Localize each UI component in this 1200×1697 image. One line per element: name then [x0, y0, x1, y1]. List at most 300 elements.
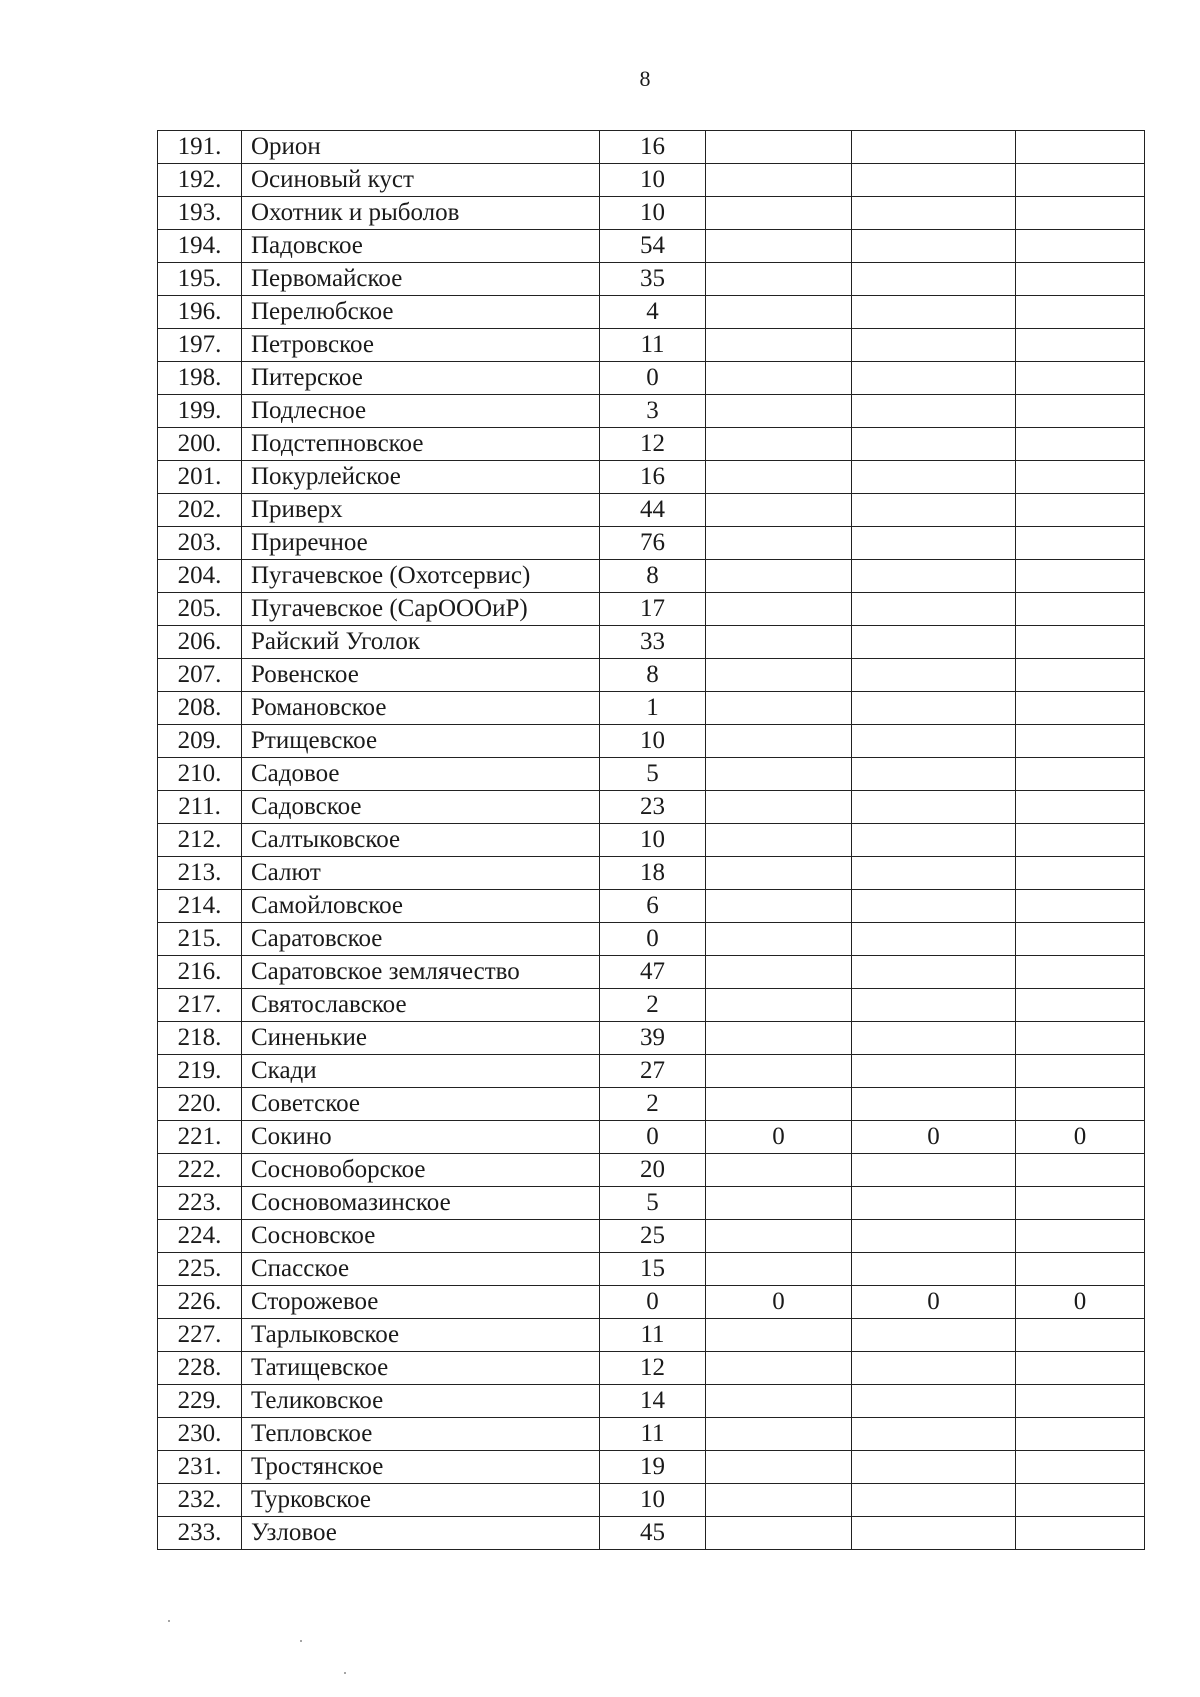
ground-name: Приречное: [242, 527, 600, 560]
extra-column-2: [852, 725, 1016, 758]
ground-name: Самойловское: [242, 890, 600, 923]
extra-column-1: [706, 428, 852, 461]
table-row: [158, 1022, 1145, 1055]
extra-column-3: [1016, 1055, 1145, 1088]
extra-column-3: [1016, 989, 1145, 1022]
row-number: 218.: [158, 1022, 242, 1055]
ground-name: Сосновское: [242, 1220, 600, 1253]
extra-column-2: [852, 758, 1016, 791]
ground-name: Первомайское: [242, 263, 600, 296]
ground-name: Сторожевое: [242, 1286, 600, 1319]
extra-column-3: [1016, 296, 1145, 329]
extra-column-3: [1016, 1220, 1145, 1253]
row-number: 195.: [158, 263, 242, 296]
count-value: 11: [600, 329, 706, 362]
extra-column-2: [852, 1055, 1016, 1088]
extra-column-3: [1016, 1319, 1145, 1352]
ground-name: Саратовское: [242, 923, 600, 956]
table-row: [158, 1385, 1145, 1418]
extra-column-1: [706, 659, 852, 692]
ground-name: Тростянское: [242, 1451, 600, 1484]
table-row: [158, 131, 1145, 164]
count-value: 10: [600, 1484, 706, 1517]
extra-column-3: [1016, 1418, 1145, 1451]
extra-column-2: [852, 1385, 1016, 1418]
ground-name: Садовое: [242, 758, 600, 791]
table-row: [158, 197, 1145, 230]
extra-column-2: [852, 923, 1016, 956]
extra-column-1: [706, 1319, 852, 1352]
table-row: [158, 1220, 1145, 1253]
extra-column-2: [852, 1352, 1016, 1385]
extra-column-1: [706, 395, 852, 428]
row-number: 215.: [158, 923, 242, 956]
count-value: 45: [600, 1517, 706, 1550]
ground-name: Ртищевское: [242, 725, 600, 758]
count-value: 25: [600, 1220, 706, 1253]
ground-name: Сосновоборское: [242, 1154, 600, 1187]
extra-column-1: 0: [706, 1121, 852, 1154]
count-value: 8: [600, 659, 706, 692]
extra-column-3: [1016, 725, 1145, 758]
row-number: 206.: [158, 626, 242, 659]
extra-column-3: 0: [1016, 1286, 1145, 1319]
extra-column-3: [1016, 593, 1145, 626]
ground-name: Скади: [242, 1055, 600, 1088]
extra-column-1: [706, 989, 852, 1022]
extra-column-3: [1016, 1451, 1145, 1484]
extra-column-3: [1016, 890, 1145, 923]
extra-column-1: [706, 296, 852, 329]
table-row: [158, 1286, 1145, 1319]
extra-column-2: [852, 263, 1016, 296]
ground-name: Осиновый куст: [242, 164, 600, 197]
extra-column-2: [852, 626, 1016, 659]
extra-column-1: [706, 263, 852, 296]
table-row: [158, 1253, 1145, 1286]
row-number: 233.: [158, 1517, 242, 1550]
table-row: [158, 329, 1145, 362]
extra-column-3: [1016, 692, 1145, 725]
count-value: 5: [600, 1187, 706, 1220]
row-number: 217.: [158, 989, 242, 1022]
table-row: [158, 692, 1145, 725]
count-value: 11: [600, 1418, 706, 1451]
extra-column-2: [852, 1253, 1016, 1286]
extra-column-1: [706, 560, 852, 593]
extra-column-3: [1016, 1352, 1145, 1385]
table-row: [158, 230, 1145, 263]
extra-column-1: 0: [706, 1286, 852, 1319]
extra-column-2: [852, 428, 1016, 461]
ground-name: Питерское: [242, 362, 600, 395]
count-value: 17: [600, 593, 706, 626]
count-value: 16: [600, 131, 706, 164]
extra-column-3: [1016, 1517, 1145, 1550]
row-number: 205.: [158, 593, 242, 626]
extra-column-1: [706, 1352, 852, 1385]
table-row: [158, 263, 1145, 296]
count-value: 35: [600, 263, 706, 296]
table-row: [158, 560, 1145, 593]
table-row: [158, 1451, 1145, 1484]
table-row: [158, 164, 1145, 197]
extra-column-3: [1016, 1253, 1145, 1286]
extra-column-1: [706, 362, 852, 395]
count-value: 2: [600, 1088, 706, 1121]
table-row: [158, 1088, 1145, 1121]
extra-column-1: [706, 329, 852, 362]
extra-column-3: [1016, 461, 1145, 494]
row-number: 214.: [158, 890, 242, 923]
extra-column-2: [852, 131, 1016, 164]
ground-name: Приверх: [242, 494, 600, 527]
count-value: 3: [600, 395, 706, 428]
extra-column-1: [706, 923, 852, 956]
extra-column-1: [706, 1253, 852, 1286]
ground-name: Охотник и рыболов: [242, 197, 600, 230]
count-value: 44: [600, 494, 706, 527]
count-value: 18: [600, 857, 706, 890]
extra-column-3: [1016, 164, 1145, 197]
extra-column-3: [1016, 1154, 1145, 1187]
table-row: [158, 494, 1145, 527]
extra-column-1: [706, 197, 852, 230]
row-number: 198.: [158, 362, 242, 395]
row-number: 224.: [158, 1220, 242, 1253]
count-value: 12: [600, 1352, 706, 1385]
extra-column-3: [1016, 494, 1145, 527]
extra-column-1: [706, 164, 852, 197]
extra-column-1: [706, 890, 852, 923]
row-number: 203.: [158, 527, 242, 560]
ground-name: Садовское: [242, 791, 600, 824]
extra-column-1: [706, 1187, 852, 1220]
table-row: [158, 626, 1145, 659]
row-number: 222.: [158, 1154, 242, 1187]
table-row: [158, 1484, 1145, 1517]
extra-column-1: [706, 956, 852, 989]
extra-column-1: [706, 131, 852, 164]
extra-column-2: [852, 1187, 1016, 1220]
table-row: [158, 659, 1145, 692]
extra-column-2: [852, 1319, 1016, 1352]
extra-column-3: [1016, 1484, 1145, 1517]
ground-name: Турковское: [242, 1484, 600, 1517]
extra-column-2: [852, 395, 1016, 428]
extra-column-2: [852, 824, 1016, 857]
row-number: 221.: [158, 1121, 242, 1154]
row-number: 204.: [158, 560, 242, 593]
extra-column-2: [852, 1088, 1016, 1121]
table-row: [158, 461, 1145, 494]
extra-column-3: [1016, 1187, 1145, 1220]
extra-column-2: 0: [852, 1121, 1016, 1154]
ground-name: Святославское: [242, 989, 600, 1022]
count-value: 12: [600, 428, 706, 461]
ground-name: Сокино: [242, 1121, 600, 1154]
count-value: 0: [600, 1286, 706, 1319]
count-value: 5: [600, 758, 706, 791]
extra-column-3: [1016, 824, 1145, 857]
ground-name: Сосновомазинское: [242, 1187, 600, 1220]
page-number: 8: [639, 66, 651, 91]
ground-name: Подстепновское: [242, 428, 600, 461]
extra-column-2: [852, 296, 1016, 329]
extra-column-1: [706, 791, 852, 824]
extra-column-2: [852, 956, 1016, 989]
row-number: 230.: [158, 1418, 242, 1451]
ground-name: Узловое: [242, 1517, 600, 1550]
row-number: 193.: [158, 197, 242, 230]
count-value: 33: [600, 626, 706, 659]
table-body: [158, 131, 1145, 1550]
count-value: 11: [600, 1319, 706, 1352]
ground-name: Салтыковское: [242, 824, 600, 857]
extra-column-1: [706, 1451, 852, 1484]
table-row: [158, 1055, 1145, 1088]
table-row: [158, 296, 1145, 329]
extra-column-1: [706, 692, 852, 725]
table-row: [158, 1352, 1145, 1385]
extra-column-2: [852, 857, 1016, 890]
extra-column-2: [852, 692, 1016, 725]
table-row: [158, 824, 1145, 857]
ground-name: Петровское: [242, 329, 600, 362]
count-value: 4: [600, 296, 706, 329]
row-number: 191.: [158, 131, 242, 164]
ground-name: Татищевское: [242, 1352, 600, 1385]
ground-name: Синенькие: [242, 1022, 600, 1055]
row-number: 210.: [158, 758, 242, 791]
table-row: [158, 1517, 1145, 1550]
extra-column-3: 0: [1016, 1121, 1145, 1154]
ground-name: Пугачевское (Охотсервис): [242, 560, 600, 593]
extra-column-2: [852, 593, 1016, 626]
extra-column-1: [706, 1220, 852, 1253]
extra-column-3: [1016, 230, 1145, 263]
extra-column-1: [706, 1022, 852, 1055]
extra-column-1: [706, 1418, 852, 1451]
extra-column-1: [706, 758, 852, 791]
row-number: 207.: [158, 659, 242, 692]
ground-name: Тарлыковское: [242, 1319, 600, 1352]
extra-column-1: [706, 1088, 852, 1121]
count-value: 8: [600, 560, 706, 593]
count-value: 1: [600, 692, 706, 725]
ground-name: Тепловское: [242, 1418, 600, 1451]
extra-column-2: [852, 659, 1016, 692]
count-value: 0: [600, 923, 706, 956]
row-number: 225.: [158, 1253, 242, 1286]
ground-name: Спасское: [242, 1253, 600, 1286]
extra-column-2: [852, 1220, 1016, 1253]
row-number: 192.: [158, 164, 242, 197]
row-number: 212.: [158, 824, 242, 857]
extra-column-3: [1016, 659, 1145, 692]
row-number: 196.: [158, 296, 242, 329]
extra-column-2: [852, 890, 1016, 923]
extra-column-1: [706, 1055, 852, 1088]
ground-name: Ровенское: [242, 659, 600, 692]
extra-column-2: [852, 527, 1016, 560]
extra-column-3: [1016, 560, 1145, 593]
extra-column-3: [1016, 527, 1145, 560]
ground-name: Салют: [242, 857, 600, 890]
extra-column-2: [852, 1154, 1016, 1187]
row-number: 228.: [158, 1352, 242, 1385]
count-value: 15: [600, 1253, 706, 1286]
table-row: [158, 1187, 1145, 1220]
count-value: 47: [600, 956, 706, 989]
row-number: 219.: [158, 1055, 242, 1088]
extra-column-3: [1016, 956, 1145, 989]
extra-column-2: [852, 560, 1016, 593]
row-number: 194.: [158, 230, 242, 263]
table-row: [158, 395, 1145, 428]
extra-column-2: [852, 230, 1016, 263]
table-row: [158, 956, 1145, 989]
count-value: 10: [600, 725, 706, 758]
extra-column-2: [852, 1022, 1016, 1055]
extra-column-1: [706, 857, 852, 890]
extra-column-1: [706, 593, 852, 626]
count-value: 6: [600, 890, 706, 923]
extra-column-3: [1016, 1088, 1145, 1121]
count-value: 0: [600, 362, 706, 395]
extra-column-3: [1016, 791, 1145, 824]
count-value: 23: [600, 791, 706, 824]
extra-column-3: [1016, 197, 1145, 230]
extra-column-1: [706, 1154, 852, 1187]
ground-name: Саратовское землячество: [242, 956, 600, 989]
extra-column-1: [706, 494, 852, 527]
row-number: 220.: [158, 1088, 242, 1121]
row-number: 197.: [158, 329, 242, 362]
row-number: 202.: [158, 494, 242, 527]
count-value: 27: [600, 1055, 706, 1088]
extra-column-3: [1016, 758, 1145, 791]
table-row: [158, 1319, 1145, 1352]
extra-column-3: [1016, 857, 1145, 890]
row-number: 200.: [158, 428, 242, 461]
extra-column-2: [852, 1517, 1016, 1550]
row-number: 211.: [158, 791, 242, 824]
count-value: 20: [600, 1154, 706, 1187]
extra-column-3: [1016, 626, 1145, 659]
extra-column-1: [706, 1484, 852, 1517]
ground-name: Орион: [242, 131, 600, 164]
extra-column-1: [706, 1517, 852, 1550]
count-value: 39: [600, 1022, 706, 1055]
extra-column-1: [706, 461, 852, 494]
extra-column-2: [852, 1484, 1016, 1517]
extra-column-2: [852, 989, 1016, 1022]
extra-column-1: [706, 626, 852, 659]
table-row: [158, 1418, 1145, 1451]
count-value: 2: [600, 989, 706, 1022]
extra-column-1: [706, 230, 852, 263]
table-row: [158, 758, 1145, 791]
row-number: 226.: [158, 1286, 242, 1319]
extra-column-3: [1016, 362, 1145, 395]
extra-column-1: [706, 1385, 852, 1418]
extra-column-1: [706, 725, 852, 758]
count-value: 16: [600, 461, 706, 494]
extra-column-3: [1016, 395, 1145, 428]
count-value: 10: [600, 197, 706, 230]
extra-column-2: [852, 461, 1016, 494]
scan-speck: [344, 1672, 346, 1674]
scan-speck: [300, 1640, 302, 1642]
count-value: 54: [600, 230, 706, 263]
row-number: 231.: [158, 1451, 242, 1484]
count-value: 10: [600, 824, 706, 857]
row-number: 199.: [158, 395, 242, 428]
table-row: [158, 1121, 1145, 1154]
extra-column-3: [1016, 1022, 1145, 1055]
extra-column-2: [852, 329, 1016, 362]
table-row: [158, 791, 1145, 824]
ground-name: Падовское: [242, 230, 600, 263]
extra-column-2: [852, 1451, 1016, 1484]
table-row: [158, 593, 1145, 626]
count-value: 76: [600, 527, 706, 560]
ground-name: Пугачевское (СарОООиР): [242, 593, 600, 626]
extra-column-2: 0: [852, 1286, 1016, 1319]
extra-column-2: [852, 494, 1016, 527]
table-row: [158, 890, 1145, 923]
extra-column-1: [706, 824, 852, 857]
table-row: [158, 857, 1145, 890]
table-row: [158, 725, 1145, 758]
ground-name: Теликовское: [242, 1385, 600, 1418]
row-number: 216.: [158, 956, 242, 989]
ground-name: Подлесное: [242, 395, 600, 428]
count-value: 19: [600, 1451, 706, 1484]
row-number: 208.: [158, 692, 242, 725]
table-row: [158, 1154, 1145, 1187]
row-number: 232.: [158, 1484, 242, 1517]
extra-column-3: [1016, 131, 1145, 164]
extra-column-3: [1016, 263, 1145, 296]
extra-column-2: [852, 362, 1016, 395]
extra-column-2: [852, 197, 1016, 230]
extra-column-2: [852, 791, 1016, 824]
extra-column-3: [1016, 329, 1145, 362]
row-number: 227.: [158, 1319, 242, 1352]
ground-name: Советское: [242, 1088, 600, 1121]
table-row: [158, 362, 1145, 395]
table-row: [158, 923, 1145, 956]
extra-column-3: [1016, 1385, 1145, 1418]
row-number: 201.: [158, 461, 242, 494]
row-number: 213.: [158, 857, 242, 890]
extra-column-1: [706, 527, 852, 560]
extra-column-3: [1016, 428, 1145, 461]
extra-column-3: [1016, 923, 1145, 956]
ground-name: Покурлейское: [242, 461, 600, 494]
row-number: 209.: [158, 725, 242, 758]
extra-column-2: [852, 164, 1016, 197]
table-row: [158, 989, 1145, 1022]
table-row: [158, 428, 1145, 461]
ground-name: Перелюбское: [242, 296, 600, 329]
table-row: [158, 527, 1145, 560]
count-value: 0: [600, 1121, 706, 1154]
row-number: 229.: [158, 1385, 242, 1418]
ground-name: Райский Уголок: [242, 626, 600, 659]
